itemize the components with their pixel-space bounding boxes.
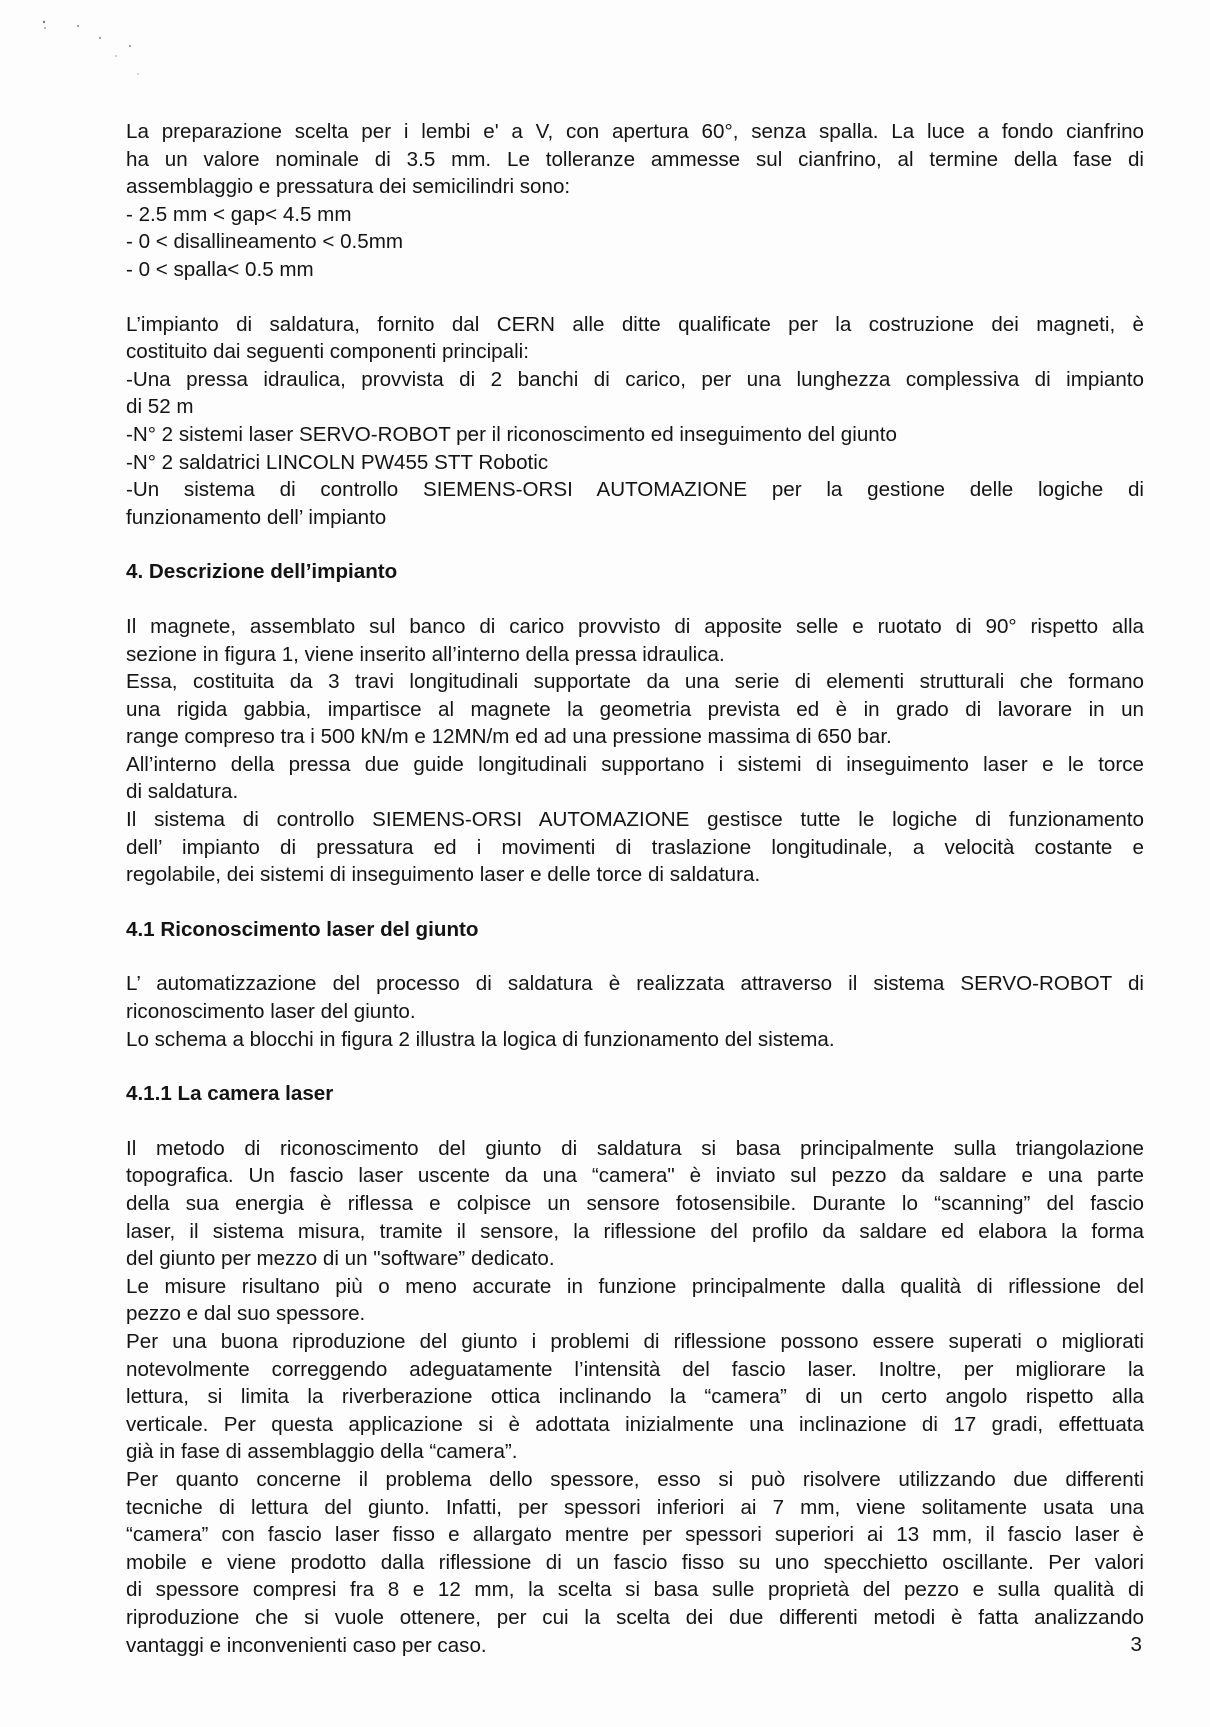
text-line: già in fase di assemblaggio della “camera”. xyxy=(126,1440,518,1464)
text-line: mobile e viene prodotto dalla riflessione di un fascio fisso su uno specchietto oscillante. Per valori xyxy=(126,1550,1144,1574)
text-line: dell’ impianto di pressatura ed i movimenti di traslazione longitudinale, a velocità costante e xyxy=(126,835,1144,859)
component-item: funzionamento dell’ impianto xyxy=(126,505,387,529)
text-line: topografica. Un fascio laser uscente da una “camera" è inviato sul pezzo da saldare e una parte xyxy=(126,1164,1144,1188)
text-line: di spessore compresi fra 8 e 12 mm, la scelta si basa sulle proprietà del pezzo e sulla qualità di xyxy=(126,1578,1144,1602)
component-item: di 52 m xyxy=(126,395,194,419)
text-line: range compreso tra i 500 kN/m e 12MN/m ed ad una pressione massima di 650 bar. xyxy=(126,725,892,749)
text-line: laser, il sistema misura, tramite il sensore, la riflessione del profilo da saldare ed elabora la forma xyxy=(126,1219,1144,1243)
text-line: una rigida gabbia, impartisce al magnete la geometria prevista ed è in grado di lavorare in un xyxy=(126,697,1144,721)
section-heading: 4. Descrizione dell’impianto xyxy=(126,560,398,584)
text-line: riproduzione che si vuole ottenere, per cui la scelta dei due differenti metodi è fatta analizzando xyxy=(126,1605,1144,1629)
tolerance-item: - 0 < disallineamento < 0.5mm xyxy=(126,230,404,254)
text-line: L’ automatizzazione del processo di saldatura è realizzata attraverso il sistema SERVO-ROBOT di xyxy=(126,972,1144,996)
intro-paragraph xyxy=(126,118,1144,284)
text-line: riconoscimento laser del giunto. xyxy=(126,1000,416,1024)
text-line: costituito dai seguenti componenti principali: xyxy=(126,340,529,364)
component-item: -Un sistema di controllo SIEMENS-ORSI AUTOMAZIONE per la gestione delle logiche di xyxy=(126,478,1144,502)
text-line: lettura, si limita la riverberazione ottica inclinando la “camera” di un certo angolo rispetto alla xyxy=(126,1385,1144,1409)
text-line: sezione in figura 1, viene inserito all’interno della pressa idraulica. xyxy=(126,642,725,666)
tolerance-item: - 2.5 mm < gap< 4.5 mm xyxy=(126,202,352,226)
text-line: notevolmente correggendo adeguatamente l’intensità del fascio laser. Inoltre, per migliorare la xyxy=(126,1357,1144,1381)
text-line: Essa, costituita da 3 travi longitudinali supportate da una serie di elementi strutturali che formano xyxy=(126,670,1144,694)
tolerance-item: - 0 < spalla< 0.5 mm xyxy=(126,257,314,281)
component-item: -Una pressa idraulica, provvista di 2 banchi di carico, per una lunghezza complessiva di impianto xyxy=(126,367,1144,391)
document-body xyxy=(126,118,1144,1659)
section-4-1-body xyxy=(126,970,1144,1053)
text-line: Il magnete, assemblato sul banco di carico provvisto di apposite selle e ruotato di 90° rispetto alla xyxy=(126,614,1144,638)
text-line: L’impianto di saldatura, fornito dal CERN alle ditte qualificate per la costruzione dei magneti, è xyxy=(126,312,1144,336)
component-item: -N° 2 sistemi laser SERVO-ROBOT per il riconoscimento ed inseguimento del giunto xyxy=(126,422,897,446)
text-line: Lo schema a blocchi in figura 2 illustra la logica di funzionamento del sistema. xyxy=(126,1027,835,1051)
text-line: tecniche di lettura del giunto. Infatti, per spessori inferiori ai 7 mm, viene solitamente usata una xyxy=(126,1495,1144,1519)
text-line: del giunto per mezzo di un "software” dedicato. xyxy=(126,1247,555,1271)
component-item: -N° 2 saldatrici LINCOLN PW455 STT Robotic xyxy=(126,450,549,474)
text-line: Per quanto concerne il problema dello spessore, esso si può risolvere utilizzando due differenti xyxy=(126,1467,1144,1491)
text-line: Il metodo di riconoscimento del giunto di saldatura si basa principalmente sulla triangolazione xyxy=(126,1136,1144,1160)
text-line: Per una buona riproduzione del giunto i problemi di riflessione possono essere superati o migliorati xyxy=(126,1329,1144,1353)
section-heading: 4.1.1 La camera laser xyxy=(126,1082,334,1106)
section-4-1-1-body xyxy=(126,1135,1144,1659)
text-line: All’interno della pressa due guide longitudinali supportano i sistemi di inseguimento laser e le torce xyxy=(126,752,1144,776)
page-number: 3 xyxy=(1130,1633,1142,1656)
text-line: Il sistema di controllo SIEMENS-ORSI AUTOMAZIONE gestisce tutte le logiche di funzionamento xyxy=(126,808,1144,832)
text-line: della sua energia è riflessa e colpisce un sensore fotosensibile. Durante lo “scanning” del fascio xyxy=(126,1192,1144,1215)
scan-specks xyxy=(30,12,150,92)
section-4-body xyxy=(126,613,1144,889)
text-line: verticale. Per questa applicazione si è adottata inizialmente una inclinazione di 17 gradi, effettuata xyxy=(126,1412,1144,1436)
text-line: di saldatura. xyxy=(126,780,239,804)
text-line: ha un valore nominale di 3.5 mm. Le tolleranze ammesse sul cianfrino, al termine della fase di xyxy=(126,147,1144,171)
text-line: Le misure risultano più o meno accurate in funzione principalmente dalla qualità di riflessione del xyxy=(126,1274,1144,1298)
impianto-paragraph xyxy=(126,311,1144,532)
text-line: regolabile, dei sistemi di inseguimento laser e delle torce di saldatura. xyxy=(126,863,761,887)
section-heading: 4.1 Riconoscimento laser del giunto xyxy=(126,917,479,941)
text-line: vantaggi e inconvenienti caso per caso. xyxy=(126,1633,487,1657)
text-line: pezzo e dal suo spessore. xyxy=(126,1302,366,1326)
text-line: assemblaggio e pressatura dei semicilindri sono: xyxy=(126,175,571,199)
text-line: La preparazione scelta per i lembi e' a V, con apertura 60°, senza spalla. La luce a fondo cianfrino xyxy=(126,120,1144,143)
text-line: “camera” con fascio laser fisso e allargato mentre per spessori superiori ai 13 mm, il fascio laser è xyxy=(126,1523,1144,1547)
